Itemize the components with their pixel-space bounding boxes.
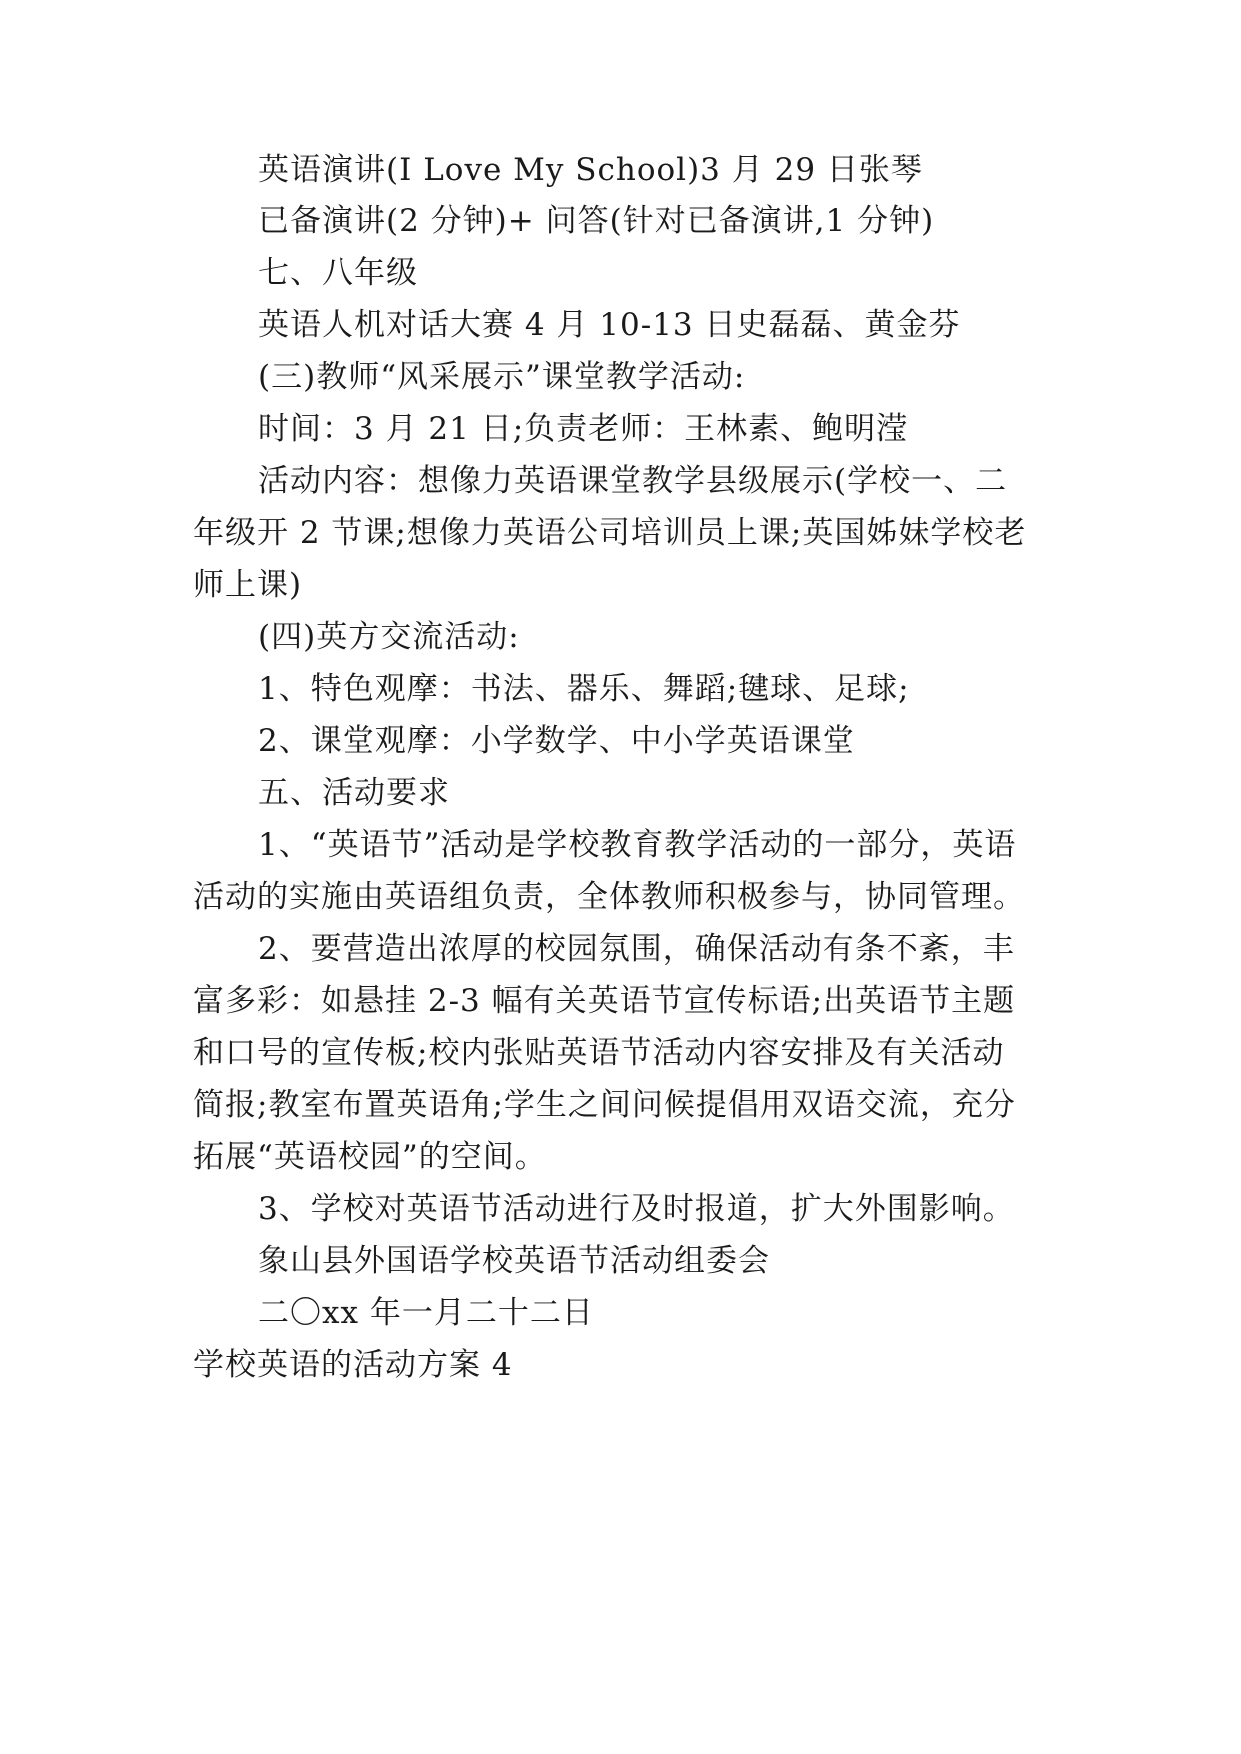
section-heading-requirements: 五、活动要求: [258, 775, 450, 811]
text-line-requirement-3: 3、学校对英语节活动进行及时报道，扩大外围影响。: [258, 1191, 1015, 1227]
section-title-plan-4: 学校英语的活动方案 4: [193, 1347, 513, 1383]
text-line-requirement-1a: 1、“英语节”活动是学校教育教学活动的一部分，英语: [258, 827, 1017, 863]
text-line-requirement-2c: 和口号的宣传板;校内张贴英语节活动内容安排及有关活动: [193, 1035, 1005, 1071]
text-line-requirement-2a: 2、要营造出浓厚的校园氛围，确保活动有条不紊，丰: [258, 931, 1015, 967]
text-line-showcase-time: 时间：3 月 21 日;负责老师：王林素、鲍明滢: [258, 411, 909, 447]
section-heading-exchange: (四)英方交流活动:: [258, 619, 520, 655]
text-line-showcase-content-2: 年级开 2 节课;想像力英语公司培训员上课;英国姊妹学校老: [193, 515, 1027, 551]
text-line-showcase-content-3: 师上课): [193, 567, 303, 603]
signature-date: 二〇xx 年一月二十二日: [258, 1295, 594, 1331]
text-line-exchange-2: 2、课堂观摩：小学数学、中小学英语课堂: [258, 723, 855, 759]
signature-organizer: 象山县外国语学校英语节活动组委会: [258, 1243, 770, 1279]
text-line-speech-event: 英语演讲(I Love My School)3 月 29 日张琴: [258, 152, 923, 188]
text-line-requirement-2d: 简报;教室布置英语角;学生之间问候提倡用双语交流，充分: [193, 1087, 1016, 1123]
text-line-grade-heading: 七、八年级: [258, 255, 418, 291]
text-line-showcase-content-1: 活动内容：想像力英语课堂教学县级展示(学校一、二: [258, 463, 1008, 499]
text-line-requirement-2b: 富多彩：如悬挂 2-3 幅有关英语节宣传标语;出英语节主题: [193, 983, 1016, 1019]
section-heading-teacher-showcase: (三)教师“风采展示”课堂教学活动:: [258, 359, 746, 395]
text-line-requirement-1b: 活动的实施由英语组负责，全体教师积极参与，协同管理。: [193, 879, 1025, 915]
text-line-speech-format: 已备演讲(2 分钟)+ 问答(针对已备演讲,1 分钟): [258, 203, 935, 239]
text-line-requirement-2e: 拓展“英语校园”的空间。: [193, 1139, 547, 1175]
text-line-exchange-1: 1、特色观摩：书法、器乐、舞蹈;毽球、足球;: [258, 671, 910, 707]
text-line-dialogue-contest: 英语人机对话大赛 4 月 10-13 日史磊磊、黄金芬: [258, 307, 961, 343]
